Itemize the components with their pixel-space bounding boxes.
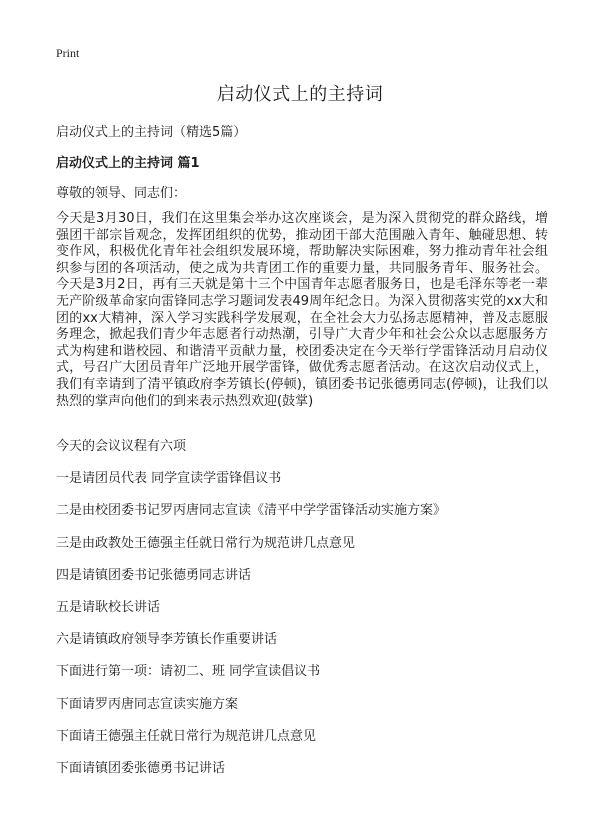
agenda-item: 四是请镇团委书记张德勇同志讲话 — [56, 567, 252, 583]
agenda-item: 三是由政教处王德强主任就日常行为规范讲几点意见 — [56, 535, 356, 551]
agenda-list — [56, 439, 446, 793]
section-heading: 启动仪式上的主持词 篇1 — [56, 156, 200, 171]
agenda-step: 下面请罗丙唐同志宣读实施方案 — [56, 696, 239, 712]
body-paragraph: 今天是3月30日，我们在这里集会举办这次座谈会，是为深入贯彻党的群众路线，增强团干部宗旨观念，发挥团组织的优势，推动团干部大范围融入青年、触碰思想、转变作风，积极优化青年社会组织发展环境，帮助解决实际困难，努力推动青年社会组织参与团的各项活动，使之成为共青团工作的重要力量，共同服务青年、服务社会。今天是3月2日，再有三天就是第十三个中国青年志愿者服务日，也是毛泽东等老一辈无产阶级革命家向雷锋同志学习题词发表49周年纪念日。为深入贯彻落实党的xx大和团的xx大精神，深入学习实践科学发展观，在全社会大力弘扬志愿精神，普及志愿服务理念，掀起我们青少年志愿者行动热潮，引导广大青少年和社会公众以志愿服务方式为构建和谐校园、和谐清平贡献力量，校团委决定在今天举行学雷锋活动月启动仪式，号召广大团员青年广泛地开展学雷锋，做优秀志愿者活动。在这次启动仪式上，我们有幸请到了清平镇政府李芳镇长(停顿)，镇团委书记张德勇同志(停顿)，让我们以热烈的掌声向他们的到来表示热烈欢迎(鼓掌) — [56, 211, 548, 409]
agenda-item: 一是请团员代表 同学宣读学雷锋倡议书 — [56, 471, 282, 487]
print-link[interactable]: Print — [56, 46, 80, 60]
agenda-step: 下面请王德强主任就日常行为规范讲几点意见 — [56, 728, 317, 744]
agenda-item: 六是请镇政府领导李芳镇长作重要讲话 — [56, 632, 278, 648]
greeting-text: 尊敬的领导、同志们： — [56, 186, 187, 201]
agenda-step: 下面进行第一项：请初二、班 同学宣读倡议书 — [56, 664, 321, 680]
agenda-item: 五是请耿校长讲话 — [56, 599, 161, 615]
agenda-step: 下面请镇团委张德勇书记讲话 — [56, 760, 226, 776]
agenda-intro: 今天的会议议程有六项 — [56, 439, 187, 454]
agenda-item: 二是由校团委书记罗丙唐同志宣读《清平中学学雷锋活动实施方案》 — [56, 503, 447, 519]
page-title: 启动仪式上的主持词 — [216, 84, 384, 105]
document-subtitle: 启动仪式上的主持词（精选5篇） — [56, 125, 247, 140]
